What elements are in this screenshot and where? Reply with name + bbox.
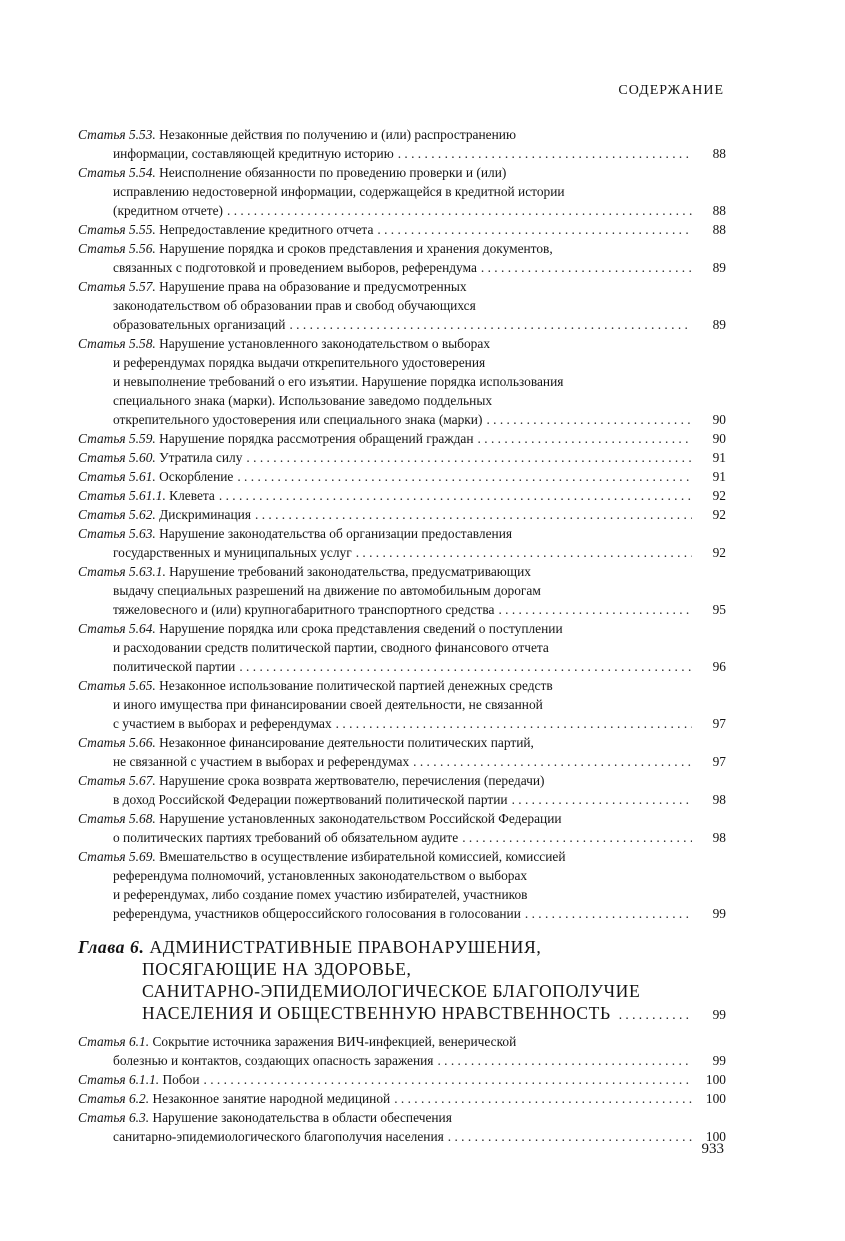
page-number: 933 [701,1141,724,1157]
toc-entry-text [78,220,373,239]
article-title-part: тяжеловесного и (или) крупногабаритного транспортного средства [113,602,495,617]
chapter-line [78,936,726,958]
toc-entry-text [78,1034,516,1049]
dot-leader [219,486,692,505]
article-title-part: Клевета [169,488,215,503]
dot-leader [239,657,692,676]
page-ref: 88 [712,203,726,218]
dot-leader [619,1004,692,1026]
article-title-part: Неисполнение обязанности по проведению проверки и (или) [159,165,507,180]
article-label: Статья 5.63. [78,526,156,541]
toc-entry-line [78,277,726,296]
toc-entry-last-line [78,600,726,619]
page-ref: 97 [712,716,726,731]
article-title-part: Непредоставление кредитного отчета [159,222,374,237]
page-ref: 98 [712,830,726,845]
chapter-title-part: НАСЕЛЕНИЯ И ОБЩЕСТВЕННУЮ НРАВСТВЕННОСТЬ [142,1003,611,1023]
toc-entry-text [113,640,549,655]
toc-entry-last-line [78,201,726,220]
toc-entry-last-line [78,258,726,277]
article-label: Статья 5.68. [78,811,156,826]
toc-entry-last-line [78,1070,726,1089]
dot-leader [498,600,692,619]
toc-entry [78,220,726,239]
article-title-part: Незаконное занятие народной медициной [152,1091,391,1106]
toc-entry-text [113,697,543,712]
toc-entry [78,163,726,220]
toc-entry-line [78,885,726,904]
article-label: Статья 5.61. [78,469,156,484]
toc-entry-text [113,184,565,199]
toc-entry-text [78,678,553,693]
toc-entry [78,809,726,847]
toc-entry [78,771,726,809]
article-label: Статья 6.1.1. [78,1072,160,1087]
toc-entry-line [78,866,726,885]
toc-entry-last-line [78,144,726,163]
article-title-part: специального знака (марки). Использование заведомо поддельных [113,393,493,408]
toc-entry-text [78,621,563,636]
toc-entry-text [78,467,233,486]
page-ref: 98 [712,792,726,807]
article-title-part: политической партии [113,659,236,674]
dot-leader [481,258,692,277]
toc-entry-line [78,695,726,714]
toc-entry-text [78,773,544,788]
toc-entry-text [113,828,458,847]
page-ref: 91 [712,450,726,465]
article-label: Статья 5.62. [78,507,156,522]
dot-leader [437,1051,692,1070]
toc-entry [78,619,726,676]
dot-leader [204,1070,692,1089]
toc-entry-text [113,1051,433,1070]
article-title-part: Незаконное финансирование деятельности политических партий, [159,735,534,750]
toc-entry-text [78,505,251,524]
dot-leader [398,144,692,163]
article-title-part: не связанной с участием в выборах и референдумах [113,754,410,769]
article-label: Статья 5.65. [78,678,156,693]
running-head: СОДЕРЖАНИЕ [618,83,724,98]
page-ref: 99 [712,1007,726,1022]
article-title-part: Нарушение законодательства об организации предоставления [159,526,513,541]
toc-entry-line [78,581,726,600]
toc-entry [78,524,726,562]
dot-leader [486,410,692,429]
article-title-part: Нарушение права на образование и предусмотренных [159,279,467,294]
toc-entry [78,1108,726,1146]
toc-entry-text [78,1110,452,1125]
toc-entry-text [78,429,474,448]
toc-entry-line [78,619,726,638]
article-label: Статья 5.69. [78,849,156,864]
toc-entry-line [78,296,726,315]
page-ref: 95 [712,602,726,617]
article-label: Статья 5.59. [78,431,156,446]
toc-entry-line [78,334,726,353]
chapter-heading [78,936,726,1026]
article-title-part: Нарушение установленного законодательством о выборах [159,336,491,351]
article-title-part: исправлению недостоверной информации, содержащейся в кредитной истории [113,184,565,199]
toc-entry-text [113,887,528,902]
toc-entry [78,239,726,277]
toc-entry-text [113,393,492,408]
article-title-part: открепительного удостоверения или специального знака (марки) [113,412,483,427]
toc-entry [78,486,726,505]
toc-entry [78,676,726,733]
article-title-part: о политических партиях требований об обязательном аудите [113,830,459,845]
dot-leader [525,904,692,923]
toc-entry-text [113,315,285,334]
toc-entry-text [78,279,467,294]
toc-entry [78,467,726,486]
article-label: Статья 5.58. [78,336,156,351]
toc-entry-text [113,657,235,676]
page-ref: 92 [712,507,726,522]
article-title-part: и иного имущества при финансировании своей деятельности, не связанной [113,697,543,712]
chapter-line [78,980,726,1002]
article-title-part: в доход Российской Федерации пожертвований политической партии [113,792,508,807]
toc-entry-last-line [78,828,726,847]
toc-entry-line [78,638,726,657]
toc-entry-line [78,372,726,391]
dot-leader [255,505,692,524]
article-title-part: Побои [162,1072,200,1087]
article-title-part: Оскорбление [159,469,234,484]
toc-entry-text [78,811,562,826]
article-label: Статья 5.67. [78,773,156,788]
toc-entry-line [78,163,726,182]
toc-entry-line [78,182,726,201]
chapter-title-part: АДМИНИСТРАТИВНЫЕ ПРАВОНАРУШЕНИЯ, [149,937,542,957]
toc-list-chapter-6 [78,1032,726,1146]
page-ref: 89 [712,260,726,275]
toc-entry-text [113,258,477,277]
dot-leader [512,790,692,809]
toc-entry [78,448,726,467]
page-ref: 90 [712,412,726,427]
toc-entry-text [113,355,485,370]
page-ref: 99 [712,906,726,921]
page-ref: 97 [712,754,726,769]
page-ref: 92 [712,488,726,503]
article-title-part: Нарушение срока возврата жертвователю, перечисления (передачи) [159,773,545,788]
toc-entry-text [113,543,352,562]
toc-entry-last-line [78,429,726,448]
dot-leader [227,201,692,220]
toc-entry-text [78,486,215,505]
toc-entry-text [78,336,490,351]
toc-entry-last-line [78,657,726,676]
chapter-title-part: САНИТАРНО-ЭПИДЕМИОЛОГИЧЕСКОЕ БЛАГОПОЛУЧИЕ [142,981,641,1001]
article-label: Статья 6.1. [78,1034,150,1049]
toc-entry-last-line [78,315,726,334]
toc-entry-line [78,771,726,790]
toc-entry-text [113,1127,444,1146]
article-title-part: Вмешательство в осуществление избирательной комиссией, комиссией [159,849,566,864]
toc-entry [78,334,726,429]
article-title-part: и референдумах, либо создание помех участию избирателей, участников [113,887,528,902]
page-ref: 99 [712,1053,726,1068]
toc-entry-text [78,165,506,180]
article-title-part: Нарушение установленных законодательством Российской Федерации [159,811,562,826]
toc-entry-line [78,676,726,695]
article-title-part: и расходовании средств политической партии, сводного финансового отчета [113,640,549,655]
toc-entry [78,847,726,923]
toc-entry [78,277,726,334]
toc-entry-last-line [78,448,726,467]
dot-leader [237,467,692,486]
article-title-part: Дискриминация [159,507,251,522]
toc-entry-last-line [78,467,726,486]
dot-leader [377,220,692,239]
toc-entry-last-line [78,1127,726,1146]
toc-entry [78,505,726,524]
article-label: Статья 5.56. [78,241,156,256]
dot-leader [394,1089,692,1108]
article-title-part: Нарушение законодательства в области обеспечения [152,1110,452,1125]
table-of-contents [78,125,726,1146]
toc-entry-line [78,733,726,752]
chapter-label: Глава 6. [78,937,145,957]
toc-entry-text [113,600,494,619]
chapter-last-line [78,1002,726,1026]
page-ref: 100 [705,1072,726,1087]
toc-entry-text [113,714,332,733]
dot-leader [336,714,692,733]
toc-entry [78,733,726,771]
article-title-part: информации, составляющей кредитную историю [113,146,394,161]
article-label: Статья 6.2. [78,1091,150,1106]
article-title-part: Сокрытие источника заражения ВИЧ-инфекцией, венерической [152,1034,517,1049]
toc-entry-last-line [78,904,726,923]
article-title-part: Нарушение порядка или срока представления сведений о поступлении [159,621,563,636]
page-ref: 88 [712,222,726,237]
toc-entry-line [78,125,726,144]
toc-entry-line [78,562,726,581]
page-ref: 90 [712,431,726,446]
toc-entry-text [113,201,223,220]
article-title-part: Незаконное использование политической партией денежных средств [159,678,553,693]
toc-entry-text [113,410,482,429]
toc-entry-text [78,1070,200,1089]
toc-entry-line [78,1032,726,1051]
article-label: Статья 5.63.1. [78,564,166,579]
article-label: Статья 6.3. [78,1110,150,1125]
dot-leader [448,1127,692,1146]
dot-leader [462,828,692,847]
article-label: Статья 5.54. [78,165,156,180]
toc-entry-line [78,524,726,543]
dot-leader [478,429,692,448]
toc-entry [78,1070,726,1089]
chapter-title-part: ПОСЯГАЮЩИЕ НА ЗДОРОВЬЕ, [142,959,412,979]
article-title-part: Незаконные действия по получению и (или) распространению [159,127,516,142]
article-title-part: связанных с подготовкой и проведением выборов, референдума [113,260,477,275]
toc-entry-text [113,144,394,163]
toc-entry-line [78,847,726,866]
toc-entry-text [113,374,563,389]
toc-entry [78,1089,726,1108]
page-ref: 100 [705,1091,726,1106]
article-title-part: и референдумах порядка выдачи открепительного удостоверения [113,355,486,370]
toc-entry-line [78,391,726,410]
article-label: Статья 5.55. [78,222,156,237]
page-ref: 89 [712,317,726,332]
toc-entry-text [78,1089,390,1108]
toc-entry-last-line [78,543,726,562]
page-ref: 91 [712,469,726,484]
toc-entry-line [78,353,726,372]
article-title-part: законодательством об образовании прав и свобод обучающихся [113,298,476,313]
toc-entry-text [78,241,553,256]
toc-entry [78,562,726,619]
toc-entry-text [78,564,531,579]
article-title-part: референдума полномочий, установленных законодательством о выборах [113,868,528,883]
dot-leader [356,543,692,562]
article-title-part: образовательных организаций [113,317,286,332]
toc-entry-line [78,239,726,258]
toc-entry [78,429,726,448]
article-title-part: (кредитном отчете) [113,203,223,218]
article-title-part: санитарно-эпидемиологического благополучия населения [113,1129,444,1144]
article-title-part: Нарушение порядка и сроков представления и хранения документов, [159,241,553,256]
toc-entry-last-line [78,505,726,524]
toc-entry-text [113,583,541,598]
toc-entry-last-line [78,790,726,809]
article-label: Статья 5.57. [78,279,156,294]
article-label: Статья 5.66. [78,735,156,750]
toc-entry-text [78,526,512,541]
article-title-part: и невыполнение требований о его изъятии. Нарушение порядка использования [113,374,564,389]
article-title-part: с участием в выборах и референдумах [113,716,332,731]
toc-entry-text [78,448,242,467]
toc-entry-text [113,868,527,883]
toc-entry-last-line [78,1089,726,1108]
toc-entry-last-line [78,410,726,429]
article-title-part: Нарушение требований законодательства, предусматривающих [169,564,531,579]
article-title-part: болезнью и контактов, создающих опасность заражения [113,1053,434,1068]
page-ref: 88 [712,146,726,161]
toc-entry-text [78,127,516,142]
toc-entry-last-line [78,220,726,239]
chapter-line [78,958,726,980]
article-label: Статья 5.60. [78,450,156,465]
article-title-part: государственных и муниципальных услуг [113,545,352,560]
toc-entry [78,125,726,163]
dot-leader [246,448,692,467]
toc-entry-last-line [78,1051,726,1070]
toc-entry-text [113,904,521,923]
toc-entry-text [113,752,409,771]
toc-entry-line [78,809,726,828]
article-title-part: выдачу специальных разрешений на движение по автомобильным дорогам [113,583,541,598]
toc-entry-line [78,1108,726,1127]
article-label: Статья 5.61.1. [78,488,166,503]
dot-leader [289,315,692,334]
toc-entry [78,1032,726,1070]
toc-entry-last-line [78,752,726,771]
page-ref: 96 [712,659,726,674]
toc-list-chapter-5 [78,125,726,923]
toc-entry-last-line [78,486,726,505]
article-label: Статья 5.53. [78,127,156,142]
page-ref: 92 [712,545,726,560]
article-title-part: Нарушение порядка рассмотрения обращений граждан [159,431,474,446]
toc-entry-text [78,735,534,750]
article-label: Статья 5.64. [78,621,156,636]
article-title-part: Утратила силу [159,450,243,465]
toc-entry-text [113,790,508,809]
dot-leader [413,752,692,771]
toc-entry-last-line [78,714,726,733]
toc-entry-text [113,298,476,313]
toc-entry-text [78,849,566,864]
page-ref: 100 [705,1129,726,1144]
article-title-part: референдума, участников общероссийского голосования в голосовании [113,906,521,921]
